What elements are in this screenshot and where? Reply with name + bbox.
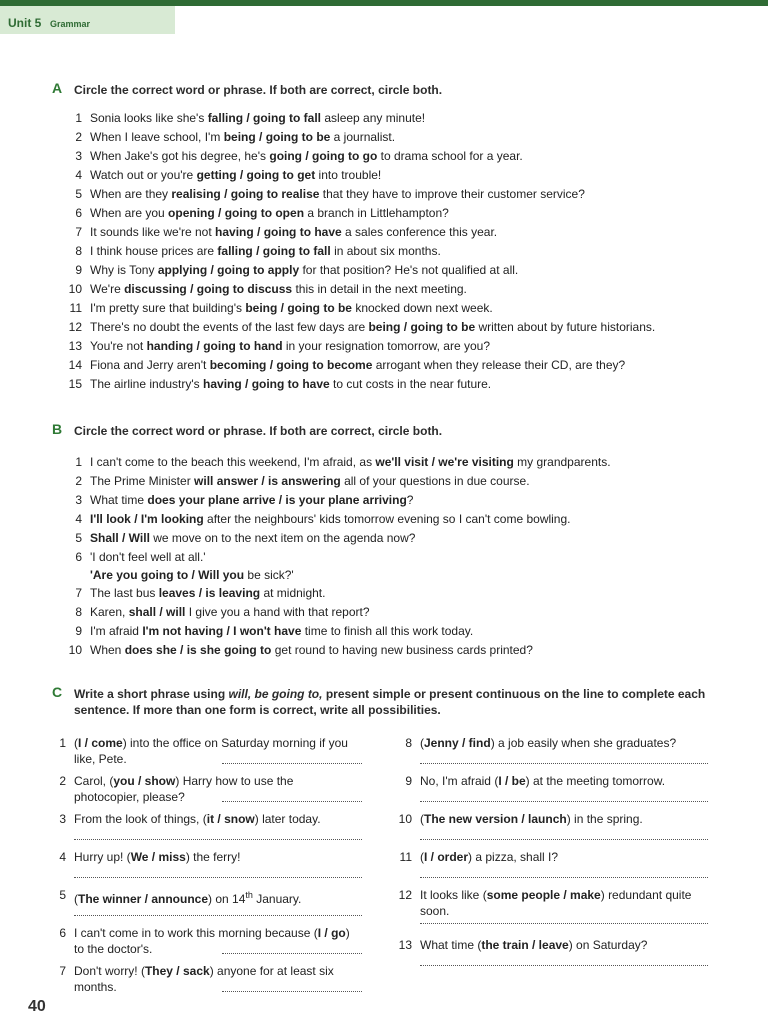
item-text (90, 261, 518, 280)
option-choice[interactable]: leaves / is leaving (158, 586, 261, 600)
item-number: 1 (75, 111, 82, 125)
item-text (420, 811, 708, 827)
item-prefix: When I leave school, I'm (90, 130, 224, 144)
item-suffix: ) a job easily when she graduates? (490, 736, 677, 750)
item-text (90, 491, 413, 510)
item-prefix: When (90, 643, 125, 657)
item-text (90, 603, 370, 622)
item-prefix: You're not (90, 339, 147, 353)
item-prefix: From the look of things, ( (74, 812, 207, 826)
item-number: 14 (68, 358, 82, 372)
item-text (74, 887, 362, 907)
answer-line[interactable] (420, 923, 708, 924)
item-text (420, 887, 708, 919)
section-b-instruction: Circle the correct word or phrase. If both are correct, circle both. (74, 424, 443, 438)
item-number: 9 (75, 624, 82, 638)
item-prefix: No, I'm afraid ( (420, 774, 499, 788)
item-text (90, 166, 381, 185)
item-number: 9 (75, 263, 82, 277)
prompt-words: some people / make (486, 888, 601, 902)
item-number: 8 (75, 244, 82, 258)
item-text (90, 375, 491, 394)
section-label: Grammar (50, 19, 91, 29)
option-choice[interactable]: becoming / going to become (209, 358, 373, 372)
item-number: 4 (59, 850, 66, 864)
item-suffix: into trouble! (315, 168, 382, 182)
item-suffix: ) to the doctor's. (74, 926, 350, 956)
item-prefix: Sonia looks like she's (90, 111, 208, 125)
option-choice[interactable]: being / going to be (368, 320, 476, 334)
item-prefix: What time ( (420, 938, 482, 952)
item-number: 3 (75, 493, 82, 507)
item-text (90, 641, 533, 660)
instruction-part-a: Write a short phrase using (74, 687, 229, 701)
option-choice[interactable]: discussing / going to discuss (124, 282, 293, 296)
c-item-11 (398, 849, 718, 889)
option-choice[interactable]: getting / going to get (196, 168, 316, 182)
item-suffix: for that position? He's not qualified at all. (299, 263, 519, 277)
item-number: 7 (75, 586, 82, 600)
c-item-3 (52, 811, 372, 851)
page-number: 40 (28, 998, 46, 1015)
item-text (90, 453, 611, 472)
option-choice[interactable]: 'Are you going to / Will you (90, 568, 245, 582)
item-text (90, 280, 467, 299)
answer-line[interactable] (420, 763, 708, 764)
option-choice[interactable]: handing / going to hand (146, 339, 283, 353)
item-prefix: ( (74, 892, 78, 906)
section-a-instruction: Circle the correct word or phrase. If both are correct, circle both. (74, 83, 443, 97)
answer-line[interactable] (420, 877, 708, 878)
item-suffix: be sick?' (244, 568, 294, 582)
item-prefix: I think house prices are (90, 244, 218, 258)
c-item-4 (52, 849, 372, 889)
c-item-9 (398, 773, 718, 813)
option-choice[interactable]: being / going to be (245, 301, 352, 315)
item-text (90, 128, 395, 147)
item-suffix: ) a pizza, shall I? (468, 850, 559, 864)
item-text (74, 811, 362, 827)
item-number: 6 (59, 926, 66, 940)
c-item-13 (398, 937, 718, 977)
option-choice[interactable]: does your plane arrive / is your plane arriving (147, 493, 407, 507)
item-number: 6 (75, 550, 82, 564)
item-text (90, 472, 530, 491)
item-suffix: we move on to the next item on the agenda now? (149, 531, 416, 545)
item-number: 11 (69, 301, 82, 315)
option-choice[interactable]: falling / going to fall (207, 111, 322, 125)
item-suffix: my grandparents. (513, 455, 611, 469)
item-suffix: I give you a hand with that report? (185, 605, 370, 619)
instruction-forms: will, be going to, (228, 687, 323, 701)
item-text (420, 735, 708, 751)
item-prefix: Carol, ( (74, 774, 114, 788)
item-suffix: a journalist. (330, 130, 396, 144)
prompt-words: you / show (113, 774, 176, 788)
option-choice[interactable]: applying / going to apply (157, 263, 300, 277)
item-suffix: written about by future historians. (475, 320, 656, 334)
item-number: 1 (75, 455, 82, 469)
item-number: 13 (398, 938, 412, 952)
item-text (90, 185, 585, 204)
option-choice[interactable]: having / going to have (215, 225, 342, 239)
item-prefix: The Prime Minister (90, 474, 195, 488)
unit-tab (0, 6, 175, 34)
item-suffix: at midnight. (260, 586, 326, 600)
item-prefix: Watch out or you're (90, 168, 197, 182)
item-suffix: asleep any minute! (321, 111, 426, 125)
answer-line[interactable] (420, 965, 708, 966)
item-prefix: Don't worry! ( (74, 964, 145, 978)
item-suffix: ) later today. (254, 812, 321, 826)
section-c-letter: C (52, 684, 63, 700)
item-suffix: ) into the office on Saturday morning if you like, Pete. (74, 736, 348, 766)
option-choice[interactable]: shall / will (128, 605, 186, 619)
item-prefix: Why is Tony (90, 263, 158, 277)
item-suffix: that they have to improve their customer service? (319, 187, 585, 201)
prompt-words: The winner / announce (78, 892, 209, 906)
prompt-words: I / order (424, 850, 469, 864)
option-choice[interactable]: having / going to have (203, 377, 330, 391)
item-suffix: ) at the meeting tomorrow. (525, 774, 666, 788)
item-number: 15 (68, 377, 82, 391)
item-suffix: time to finish all this work today. (301, 624, 474, 638)
item-number: 11 (399, 850, 412, 864)
item-suffix: after the neighbours' kids tomorrow evening so I can't come bowling. (203, 512, 571, 526)
item-prefix: 'I don't feel well at all.' (90, 550, 206, 564)
item-text (90, 223, 497, 242)
unit-label: Unit 5 (8, 16, 42, 30)
item-prefix: The airline industry's (90, 377, 204, 391)
item-prefix: What time (90, 493, 148, 507)
item-suffix: this in detail in the next meeting. (292, 282, 467, 296)
item-number: 5 (59, 888, 66, 902)
item-number: 1 (59, 736, 66, 750)
item-prefix: I'm afraid (90, 624, 143, 638)
c-item-5 (52, 887, 372, 927)
item-number: 8 (405, 736, 412, 750)
item-text (90, 318, 655, 337)
answer-line[interactable] (222, 801, 362, 802)
item-prefix: Karen, (90, 605, 129, 619)
option-choice[interactable]: going / going to go (269, 149, 378, 163)
option-choice[interactable]: I'm not having / I won't have (142, 624, 302, 638)
option-choice[interactable]: will answer / is answering (194, 474, 341, 488)
answer-line[interactable] (420, 801, 708, 802)
prompt-words: They / sack (144, 964, 210, 978)
answer-line[interactable] (74, 839, 362, 840)
item-number: 2 (75, 474, 82, 488)
prompt-words: The new version / launch (424, 812, 567, 826)
item-number: 2 (75, 130, 82, 144)
section-b-letter: B (52, 421, 63, 437)
prompt-words: We / miss (130, 850, 186, 864)
item-suffix: ? (406, 493, 414, 507)
item-number: 5 (75, 187, 82, 201)
item-text (90, 109, 425, 128)
item-prefix: I can't come in to work this morning because ( (74, 926, 318, 940)
answer-line[interactable] (420, 839, 708, 840)
c-item-7 (52, 963, 372, 1003)
item-text (90, 299, 493, 318)
item-prefix: It looks like ( (420, 888, 487, 902)
item-text (420, 773, 708, 789)
item-prefix: ( (420, 736, 424, 750)
option-choice[interactable]: does she / is she going to (124, 643, 272, 657)
item-prefix: ( (420, 812, 424, 826)
item-prefix: Hurry up! ( (74, 850, 131, 864)
item-number: 3 (59, 812, 66, 826)
instruction-part-b: present simple or present continuous on the line to complete each sentence. If more than one form is correct, write all possibilities. (74, 687, 706, 717)
c-item-2 (52, 773, 372, 813)
item-text (90, 337, 490, 356)
superscript: th (245, 890, 253, 900)
item-prefix: We're (90, 282, 125, 296)
answer-line[interactable] (222, 991, 362, 992)
item-suffix: to cut costs in the near future. (329, 377, 492, 391)
c-item-6 (52, 925, 372, 965)
option-choice[interactable]: opening / going to open (168, 206, 305, 220)
prompt-words: Jenny / find (424, 736, 491, 750)
prompt-words: I / come (78, 736, 123, 750)
item-text (90, 529, 415, 548)
item-text (74, 849, 362, 865)
c-item-12 (398, 887, 718, 927)
item-number: 4 (75, 512, 82, 526)
item-prefix: When are they (90, 187, 172, 201)
item-prefix: I'm pretty sure that building's (90, 301, 246, 315)
item-suffix: ) in the spring. (566, 812, 643, 826)
item-suffix: January. (252, 892, 302, 906)
prompt-words: the train / leave (481, 938, 569, 952)
item-prefix: Fiona and Jerry aren't (90, 358, 210, 372)
item-number: 12 (398, 888, 412, 902)
answer-line[interactable] (222, 953, 362, 954)
option-choice[interactable]: falling / going to fall (217, 244, 331, 258)
item-suffix: ) anyone for at least six months. (74, 964, 334, 994)
item-prefix: ( (74, 736, 78, 750)
item-prefix: When Jake's got his degree, he's (90, 149, 270, 163)
item-number: 4 (75, 168, 82, 182)
item-text (90, 147, 523, 166)
item-number: 10 (68, 282, 82, 296)
item-prefix: I can't come to the beach this weekend, I'm afraid, as (90, 455, 376, 469)
item-text (90, 242, 441, 261)
item-prefix: ( (420, 850, 424, 864)
option-choice[interactable]: being / going to be (223, 130, 331, 144)
item-number: 8 (75, 605, 82, 619)
item-prefix: There's no doubt the events of the last few days are (90, 320, 369, 334)
item-text (90, 548, 294, 584)
c-item-10 (398, 811, 718, 851)
prompt-words: I / be (498, 774, 526, 788)
item-suffix: a sales conference this year. (341, 225, 498, 239)
c-item-1 (52, 735, 372, 775)
item-number: 5 (75, 531, 82, 545)
item-text (90, 584, 325, 603)
item-number: 3 (75, 149, 82, 163)
item-suffix: ) on 14 (208, 892, 246, 906)
item-suffix: get round to having new business cards printed? (271, 643, 533, 657)
item-suffix: all of your questions in due course. (340, 474, 530, 488)
item-suffix: ) the ferry! (185, 850, 241, 864)
item-number: 10 (398, 812, 412, 826)
item-number: 2 (59, 774, 66, 788)
section-c-instruction (74, 686, 714, 718)
item-suffix: in about six months. (330, 244, 441, 258)
answer-line[interactable] (74, 915, 362, 916)
item-number: 9 (405, 774, 412, 788)
item-text (420, 937, 708, 953)
item-number: 7 (59, 964, 66, 978)
prompt-words: it / snow (206, 812, 255, 826)
item-suffix: ) Harry how to use the photocopier, please? (74, 774, 294, 804)
item-prefix: The last bus (90, 586, 159, 600)
c-item-8 (398, 735, 718, 775)
item-number: 13 (68, 339, 82, 353)
item-suffix: ) redundant quite soon. (420, 888, 692, 918)
item-number: 12 (68, 320, 82, 334)
item-text (90, 510, 571, 529)
item-text (90, 356, 625, 375)
item-prefix: It sounds like we're not (90, 225, 216, 239)
item-suffix: to drama school for a year. (377, 149, 523, 163)
item-text (420, 849, 708, 865)
item-suffix: ) on Saturday? (568, 938, 648, 952)
option-choice[interactable]: Shall / Will (90, 531, 150, 545)
item-suffix: knocked down next week. (351, 301, 493, 315)
item-suffix: a branch in Littlehampton? (304, 206, 449, 220)
item-number: 7 (75, 225, 82, 239)
answer-line[interactable] (74, 877, 362, 878)
answer-line[interactable] (222, 763, 362, 764)
option-choice[interactable]: we'll visit / we're visiting (375, 455, 514, 469)
item-prefix: When are you (90, 206, 169, 220)
item-suffix: in your resignation tomorrow, are you? (282, 339, 490, 353)
prompt-words: I / go (317, 926, 346, 940)
item-text (90, 204, 449, 223)
item-suffix: arrogant when they release their CD, are they? (372, 358, 626, 372)
item-number: 10 (68, 643, 82, 657)
section-a-letter: A (52, 80, 63, 96)
item-number: 6 (75, 206, 82, 220)
option-choice[interactable]: realising / going to realise (171, 187, 320, 201)
item-text (90, 622, 473, 641)
option-choice[interactable]: I'll look / I'm looking (90, 512, 204, 526)
